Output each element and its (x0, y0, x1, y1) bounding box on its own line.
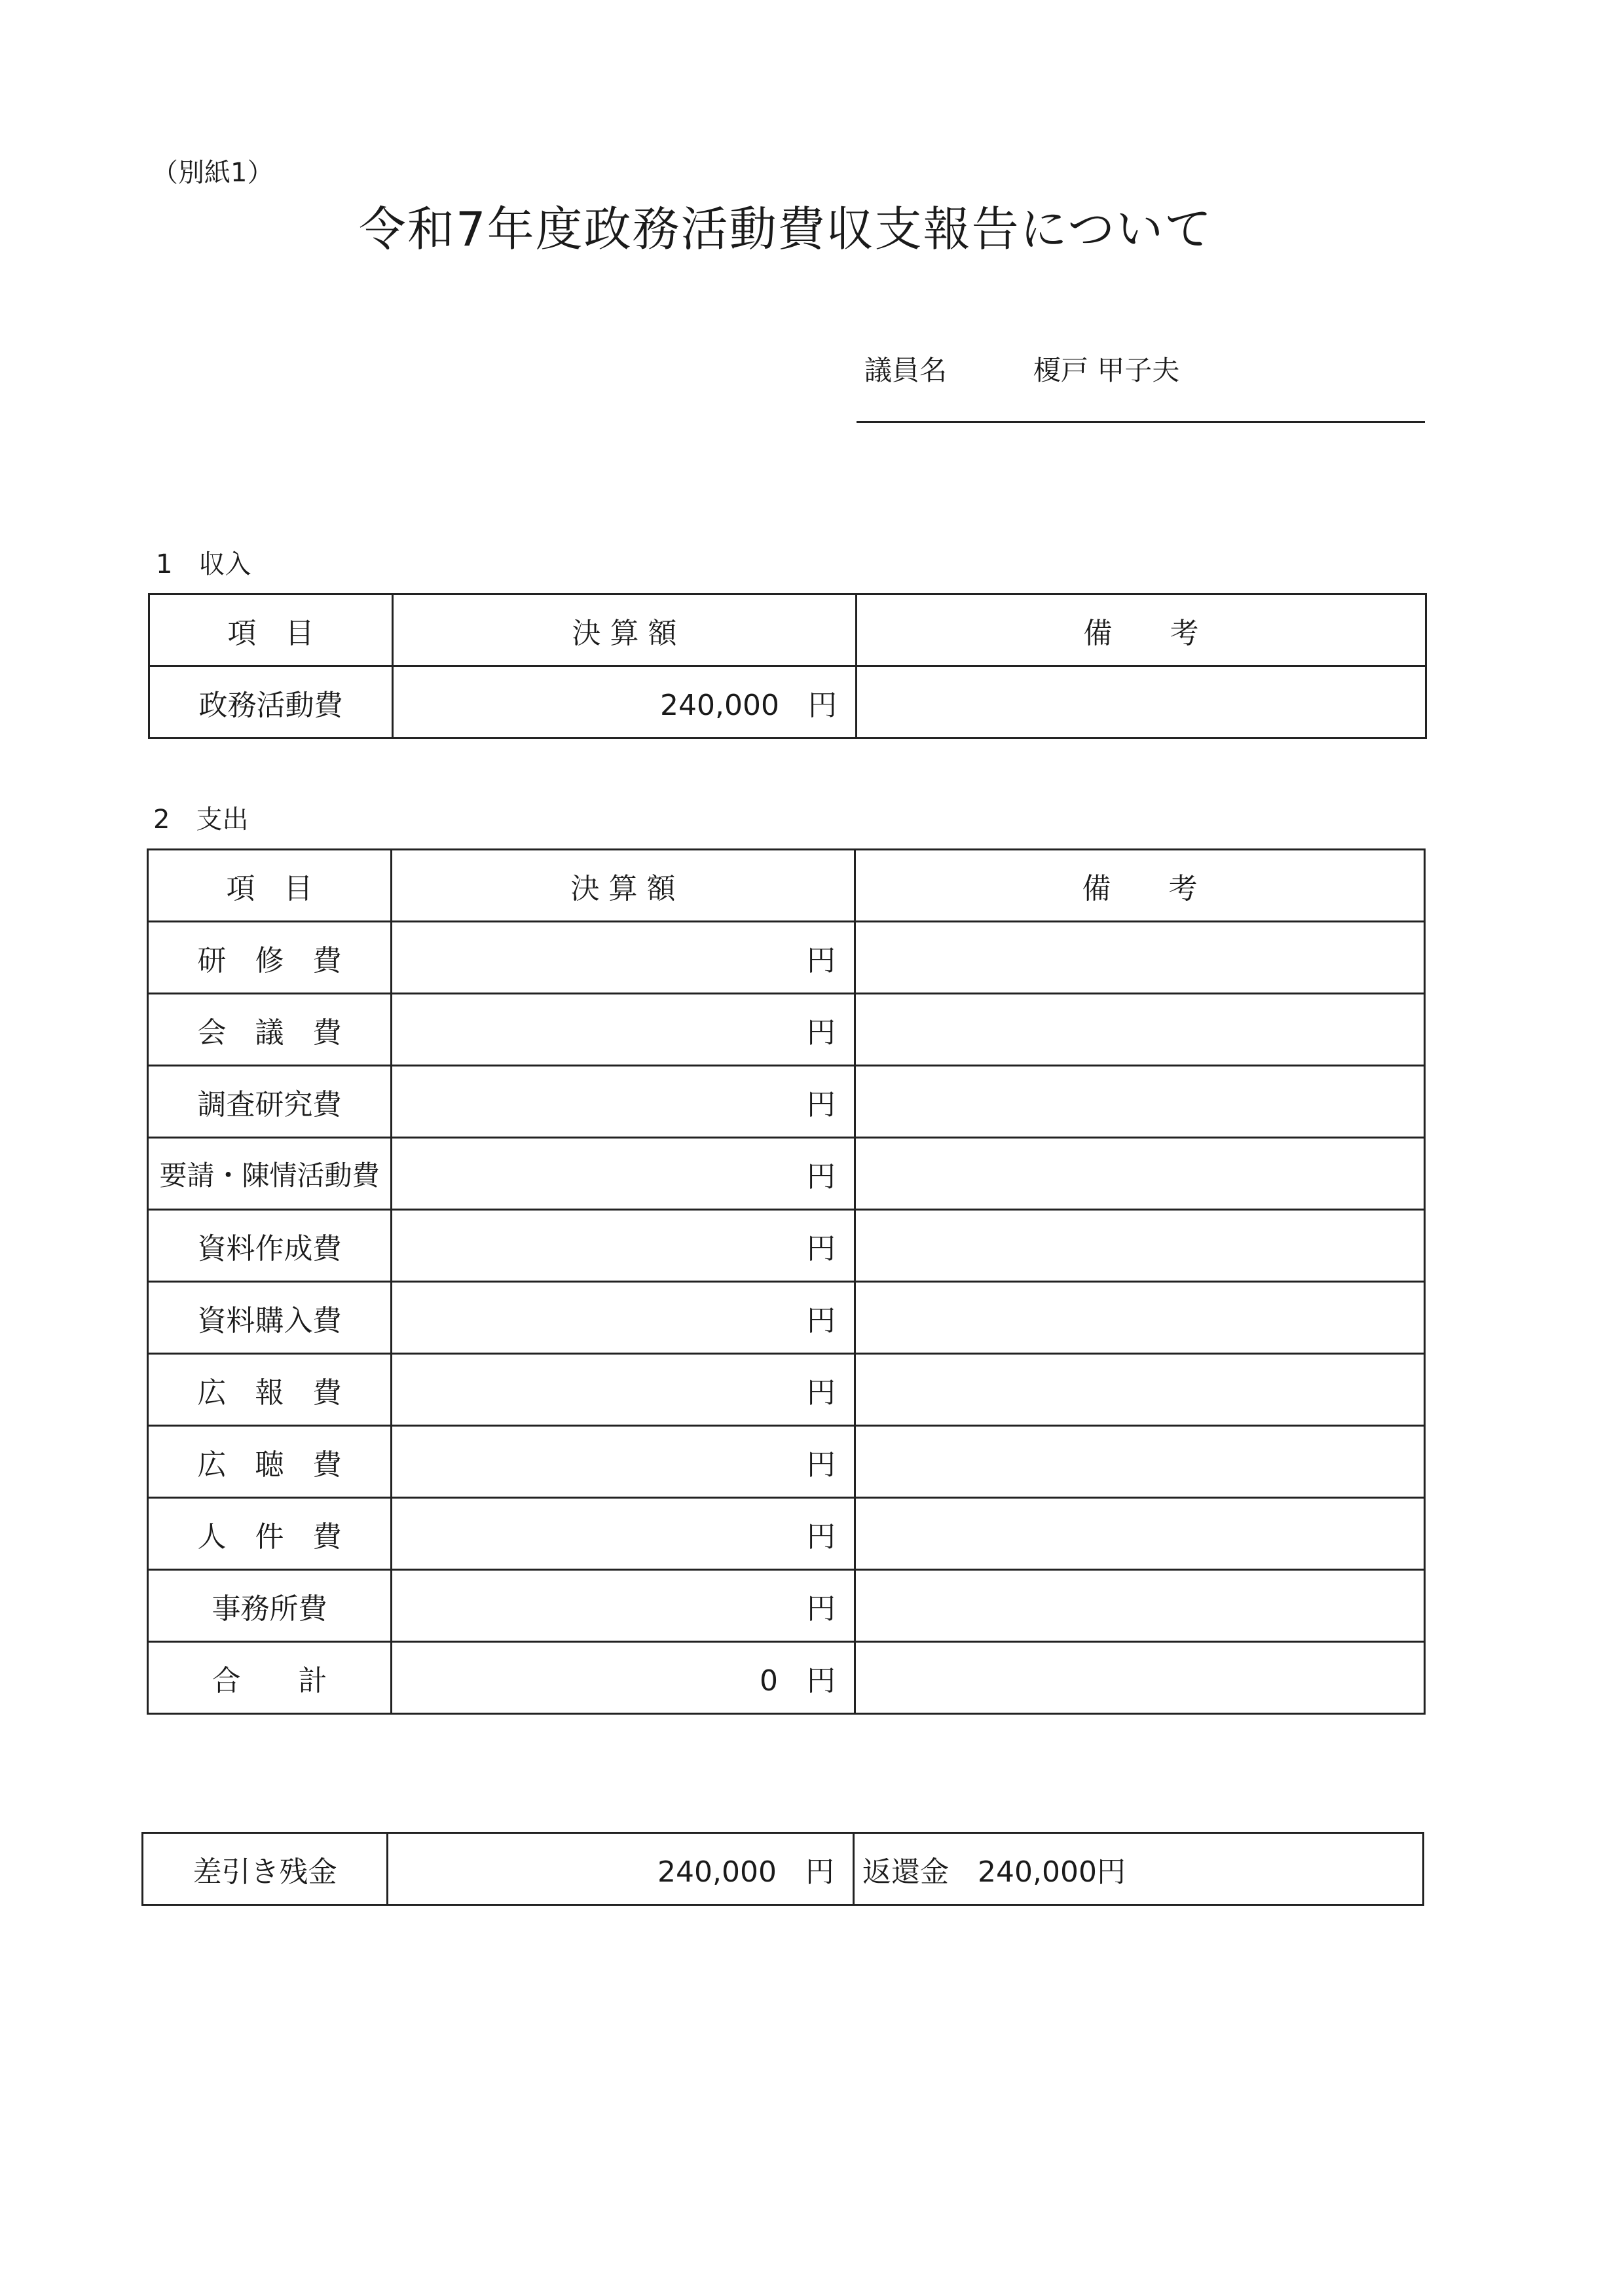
row-note (855, 1498, 1425, 1570)
row-amount: 円 (392, 1570, 855, 1642)
row-item: 会 議 費 (148, 994, 392, 1066)
expenditure-table (147, 848, 1426, 1715)
member-name: 榎戸 甲子夫 (1033, 354, 1180, 386)
row-note (855, 1282, 1425, 1354)
balance-row (143, 1833, 1424, 1905)
row-amount: 円 (392, 1282, 855, 1354)
row-amount: 円 (392, 1354, 855, 1426)
document-title: 令和7年度政務活動費収支報告について (358, 202, 1213, 257)
table-row (149, 666, 1426, 738)
row-note (855, 1570, 1425, 1642)
row-item: 資料作成費 (148, 1210, 392, 1282)
income-table (148, 593, 1427, 739)
row-amount: 円 (392, 922, 855, 994)
row-amount: 円 (392, 994, 855, 1066)
header-item: 項 目 (149, 594, 393, 666)
table-header-row (148, 850, 1425, 922)
attachment-label: （別紙1） (152, 158, 274, 188)
balance-amount: 240,000 円 (388, 1833, 854, 1905)
row-item: 広 報 費 (148, 1354, 392, 1426)
table-row (148, 1066, 1425, 1138)
total-amount: 0 円 (392, 1642, 855, 1714)
total-label: 合 計 (148, 1642, 392, 1714)
row-note (855, 1354, 1425, 1426)
member-underline (857, 421, 1425, 423)
table-row (148, 1354, 1425, 1426)
table-row (148, 1138, 1425, 1210)
row-item: 調査研究費 (148, 1066, 392, 1138)
table-row (148, 1210, 1425, 1282)
table-row (148, 1498, 1425, 1570)
member-label: 議員名 (864, 354, 948, 386)
table-row (148, 1282, 1425, 1354)
row-amount: 円 (392, 1426, 855, 1498)
income-section-title: 1 収入 (156, 549, 251, 579)
table-row (148, 994, 1425, 1066)
balance-table (141, 1832, 1424, 1906)
row-note (855, 1138, 1425, 1210)
refund-note: 返還金 240,000円 (854, 1833, 1424, 1905)
row-amount: 円 (392, 1138, 855, 1210)
row-item: 広 聴 費 (148, 1426, 392, 1498)
row-item: 研 修 費 (148, 922, 392, 994)
row-note (855, 1210, 1425, 1282)
row-amount: 円 (392, 1210, 855, 1282)
header-amount: 決 算 額 (393, 594, 857, 666)
row-note (855, 1426, 1425, 1498)
row-item: 事務所費 (148, 1570, 392, 1642)
row-amount: 円 (392, 1498, 855, 1570)
total-note (855, 1642, 1425, 1714)
row-note (855, 994, 1425, 1066)
total-row (148, 1642, 1425, 1714)
balance-label: 差引き残金 (143, 1833, 388, 1905)
row-note (855, 1066, 1425, 1138)
row-item: 資料購入費 (148, 1282, 392, 1354)
expenditure-section-title: 2 支出 (153, 805, 249, 835)
row-note (857, 666, 1426, 738)
row-amount: 240,000 円 (393, 666, 857, 738)
row-item: 人 件 費 (148, 1498, 392, 1570)
table-header-row (149, 594, 1426, 666)
row-item: 要請・陳情活動費 (148, 1138, 392, 1210)
header-item: 項 目 (148, 850, 392, 922)
header-note: 備 考 (855, 850, 1425, 922)
header-note: 備 考 (857, 594, 1426, 666)
header-amount: 決 算 額 (392, 850, 855, 922)
row-item: 政務活動費 (149, 666, 393, 738)
table-row (148, 1570, 1425, 1642)
row-note (855, 922, 1425, 994)
table-row (148, 1426, 1425, 1498)
table-row (148, 922, 1425, 994)
row-amount: 円 (392, 1066, 855, 1138)
